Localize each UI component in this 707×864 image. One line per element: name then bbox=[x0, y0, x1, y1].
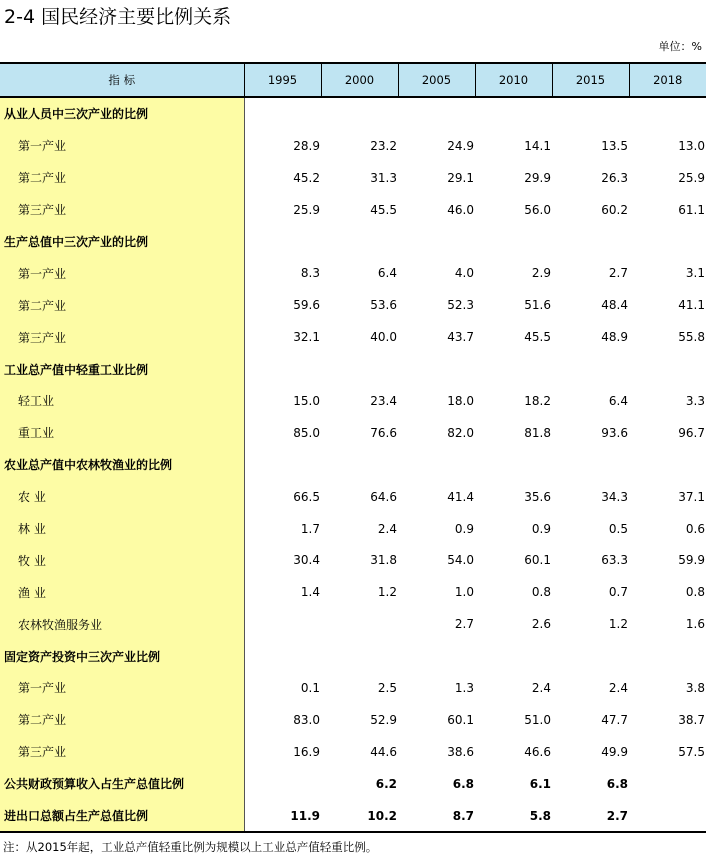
table-row bbox=[0, 768, 706, 800]
value-cell bbox=[629, 640, 706, 672]
value-cell: 41.4 bbox=[447, 489, 474, 504]
table-row bbox=[0, 672, 706, 704]
value-cell: 38.6 bbox=[447, 744, 474, 759]
row-label: 第三产业 bbox=[0, 736, 244, 768]
table-row bbox=[0, 289, 706, 321]
row-label: 轻工业 bbox=[0, 385, 244, 417]
value-cell: 57.5 bbox=[678, 744, 705, 759]
value-cell: 6.4 bbox=[608, 393, 628, 408]
table-row bbox=[0, 130, 706, 162]
table-row bbox=[0, 481, 706, 513]
header-year: 2005 bbox=[398, 63, 475, 97]
value-cell: 0.6 bbox=[685, 521, 705, 536]
value-cell bbox=[398, 449, 475, 481]
table-row bbox=[0, 194, 706, 226]
value-cell: 1.0 bbox=[454, 585, 474, 600]
row-label: 第二产业 bbox=[0, 704, 244, 736]
header-year: 2015 bbox=[552, 63, 629, 97]
header-year: 1995 bbox=[244, 63, 321, 97]
value-cell: 1.6 bbox=[685, 617, 705, 632]
value-cell: 2.4 bbox=[531, 680, 551, 695]
value-cell bbox=[321, 640, 398, 672]
value-cell: 30.4 bbox=[293, 553, 320, 568]
value-cell bbox=[629, 353, 706, 385]
table-header-row bbox=[0, 63, 706, 97]
value-cell: 6.8 bbox=[606, 776, 628, 791]
table-row bbox=[0, 544, 706, 576]
value-cell: 0.1 bbox=[300, 680, 320, 695]
value-cell: 0.5 bbox=[608, 521, 628, 536]
value-cell: 38.7 bbox=[678, 712, 705, 727]
row-label: 牧 业 bbox=[0, 544, 244, 576]
value-cell bbox=[552, 353, 629, 385]
value-cell: 76.6 bbox=[370, 425, 397, 440]
page-title: 2-4 国民经济主要比例关系 bbox=[4, 6, 232, 28]
value-cell: 44.6 bbox=[370, 744, 397, 759]
value-cell: 45.5 bbox=[524, 330, 551, 345]
value-cell: 54.0 bbox=[447, 553, 474, 568]
value-cell: 64.6 bbox=[370, 489, 397, 504]
value-cell bbox=[629, 449, 706, 481]
value-cell: 49.9 bbox=[601, 744, 628, 759]
value-cell: 60.2 bbox=[601, 202, 628, 217]
table-row bbox=[0, 800, 706, 833]
value-cell: 1.2 bbox=[608, 617, 628, 632]
section-label: 农业总产值中农林牧渔业的比例 bbox=[0, 449, 244, 481]
section-label: 从业人员中三次产业的比例 bbox=[0, 97, 244, 130]
value-cell bbox=[475, 97, 552, 130]
value-cell: 59.9 bbox=[678, 553, 705, 568]
section-row bbox=[0, 449, 706, 481]
value-cell: 26.3 bbox=[601, 170, 628, 185]
value-cell: 56.0 bbox=[524, 202, 551, 217]
value-cell bbox=[475, 353, 552, 385]
value-cell: 2.7 bbox=[608, 266, 628, 281]
value-cell bbox=[475, 226, 552, 258]
value-cell: 45.2 bbox=[293, 170, 320, 185]
value-cell bbox=[244, 640, 321, 672]
value-cell: 60.1 bbox=[524, 553, 551, 568]
value-cell bbox=[629, 800, 706, 833]
value-cell bbox=[244, 608, 321, 640]
value-cell: 23.2 bbox=[370, 138, 397, 153]
value-cell: 2.4 bbox=[377, 521, 397, 536]
value-cell: 3.3 bbox=[685, 393, 705, 408]
value-cell: 41.1 bbox=[678, 298, 705, 313]
value-cell: 66.5 bbox=[293, 489, 320, 504]
value-cell: 81.8 bbox=[524, 425, 551, 440]
value-cell: 2.7 bbox=[552, 800, 629, 833]
value-cell bbox=[398, 640, 475, 672]
value-cell bbox=[321, 353, 398, 385]
header-indicator: 指 标 bbox=[0, 63, 244, 97]
value-cell: 0.9 bbox=[531, 521, 551, 536]
value-cell: 2.7 bbox=[454, 617, 474, 632]
row-label: 进出口总额占生产总值比例 bbox=[0, 800, 244, 833]
value-cell: 48.9 bbox=[601, 330, 628, 345]
value-cell: 25.9 bbox=[678, 170, 705, 185]
value-cell: 2.5 bbox=[377, 680, 397, 695]
value-cell: 6.1 bbox=[529, 776, 551, 791]
value-cell: 23.4 bbox=[370, 393, 397, 408]
value-cell bbox=[398, 353, 475, 385]
row-label: 第三产业 bbox=[0, 321, 244, 353]
footnote: 注：从2015年起，工业总产值轻重比例为规模以上工业总产值轻重比例。 bbox=[3, 840, 378, 854]
value-cell: 85.0 bbox=[293, 425, 320, 440]
section-label: 生产总值中三次产业的比例 bbox=[0, 226, 244, 258]
value-cell: 3.8 bbox=[685, 680, 705, 695]
table-row bbox=[0, 257, 706, 289]
value-cell: 35.6 bbox=[524, 489, 551, 504]
value-cell: 60.1 bbox=[447, 712, 474, 727]
row-label: 第二产业 bbox=[0, 289, 244, 321]
value-cell: 31.8 bbox=[370, 553, 397, 568]
row-label: 第二产业 bbox=[0, 162, 244, 194]
header-year: 2010 bbox=[475, 63, 552, 97]
value-cell: 40.0 bbox=[370, 330, 397, 345]
value-cell: 46.6 bbox=[524, 744, 551, 759]
value-cell: 32.1 bbox=[293, 330, 320, 345]
value-cell: 15.0 bbox=[293, 393, 320, 408]
value-cell bbox=[244, 768, 321, 800]
value-cell: 59.6 bbox=[293, 298, 320, 313]
value-cell: 25.9 bbox=[293, 202, 320, 217]
section-label: 固定资产投资中三次产业比例 bbox=[0, 640, 244, 672]
value-cell: 43.7 bbox=[447, 330, 474, 345]
value-cell bbox=[321, 226, 398, 258]
value-cell: 48.4 bbox=[601, 298, 628, 313]
row-label: 公共财政预算收入占生产总值比例 bbox=[0, 768, 244, 800]
value-cell: 4.0 bbox=[454, 266, 474, 281]
value-cell: 13.0 bbox=[678, 138, 705, 153]
header-year: 2018 bbox=[629, 63, 706, 97]
value-cell bbox=[244, 97, 321, 130]
value-cell bbox=[244, 449, 321, 481]
value-cell: 82.0 bbox=[447, 425, 474, 440]
value-cell: 51.0 bbox=[524, 712, 551, 727]
value-cell: 93.6 bbox=[601, 425, 628, 440]
section-row bbox=[0, 640, 706, 672]
value-cell bbox=[244, 353, 321, 385]
value-cell bbox=[552, 97, 629, 130]
value-cell: 10.2 bbox=[321, 800, 398, 833]
table-row bbox=[0, 162, 706, 194]
value-cell: 37.1 bbox=[678, 489, 705, 504]
value-cell bbox=[629, 97, 706, 130]
value-cell: 0.8 bbox=[531, 585, 551, 600]
value-cell: 53.6 bbox=[370, 298, 397, 313]
value-cell: 34.3 bbox=[601, 489, 628, 504]
table-row bbox=[0, 736, 706, 768]
value-cell bbox=[475, 449, 552, 481]
value-cell bbox=[244, 226, 321, 258]
table-row bbox=[0, 321, 706, 353]
value-cell: 0.8 bbox=[685, 585, 705, 600]
value-cell bbox=[321, 449, 398, 481]
value-cell: 61.1 bbox=[678, 202, 705, 217]
table-body bbox=[0, 97, 706, 832]
row-label: 农 业 bbox=[0, 481, 244, 513]
value-cell bbox=[629, 226, 706, 258]
table-row bbox=[0, 576, 706, 608]
row-label: 第一产业 bbox=[0, 672, 244, 704]
row-label: 农林牧渔服务业 bbox=[0, 608, 244, 640]
value-cell: 52.3 bbox=[447, 298, 474, 313]
section-row bbox=[0, 97, 706, 130]
table-row bbox=[0, 417, 706, 449]
value-cell: 31.3 bbox=[370, 170, 397, 185]
value-cell bbox=[552, 449, 629, 481]
value-cell: 51.6 bbox=[524, 298, 551, 313]
value-cell: 5.8 bbox=[475, 800, 552, 833]
value-cell: 2.6 bbox=[531, 617, 551, 632]
value-cell: 2.4 bbox=[608, 680, 628, 695]
value-cell bbox=[398, 97, 475, 130]
value-cell: 11.9 bbox=[244, 800, 321, 833]
value-cell: 13.5 bbox=[601, 138, 628, 153]
value-cell: 3.1 bbox=[685, 266, 705, 281]
value-cell: 14.1 bbox=[524, 138, 551, 153]
value-cell bbox=[321, 97, 398, 130]
value-cell: 8.7 bbox=[398, 800, 475, 833]
unit-label: 单位：% bbox=[658, 40, 702, 53]
value-cell bbox=[629, 768, 706, 800]
value-cell: 8.3 bbox=[300, 266, 320, 281]
value-cell: 28.9 bbox=[293, 138, 320, 153]
value-cell: 46.0 bbox=[447, 202, 474, 217]
row-label: 第一产业 bbox=[0, 130, 244, 162]
table-row bbox=[0, 385, 706, 417]
section-row bbox=[0, 226, 706, 258]
value-cell: 45.5 bbox=[370, 202, 397, 217]
value-cell bbox=[552, 640, 629, 672]
value-cell: 47.7 bbox=[601, 712, 628, 727]
row-label: 重工业 bbox=[0, 417, 244, 449]
value-cell: 0.7 bbox=[608, 585, 628, 600]
value-cell: 18.2 bbox=[524, 393, 551, 408]
value-cell: 1.2 bbox=[377, 585, 397, 600]
value-cell: 52.9 bbox=[370, 712, 397, 727]
value-cell: 83.0 bbox=[293, 712, 320, 727]
value-cell: 1.3 bbox=[454, 680, 474, 695]
row-label: 第一产业 bbox=[0, 257, 244, 289]
value-cell: 2.9 bbox=[531, 266, 551, 281]
section-row bbox=[0, 353, 706, 385]
section-label: 工业总产值中轻重工业比例 bbox=[0, 353, 244, 385]
value-cell: 55.8 bbox=[678, 330, 705, 345]
value-cell: 1.4 bbox=[300, 585, 320, 600]
value-cell: 16.9 bbox=[293, 744, 320, 759]
value-cell: 18.0 bbox=[447, 393, 474, 408]
value-cell: 6.4 bbox=[377, 266, 397, 281]
value-cell: 6.8 bbox=[452, 776, 474, 791]
header-year: 2000 bbox=[321, 63, 398, 97]
value-cell: 29.9 bbox=[524, 170, 551, 185]
row-label: 渔 业 bbox=[0, 576, 244, 608]
value-cell: 0.9 bbox=[454, 521, 474, 536]
value-cell bbox=[552, 226, 629, 258]
row-label: 第三产业 bbox=[0, 194, 244, 226]
ratio-table bbox=[0, 62, 706, 833]
value-cell: 1.7 bbox=[300, 521, 320, 536]
row-label: 林 业 bbox=[0, 513, 244, 545]
value-cell bbox=[398, 226, 475, 258]
value-cell: 6.2 bbox=[375, 776, 397, 791]
value-cell: 96.7 bbox=[678, 425, 705, 440]
value-cell: 24.9 bbox=[447, 138, 474, 153]
value-cell: 63.3 bbox=[601, 553, 628, 568]
value-cell bbox=[475, 640, 552, 672]
value-cell bbox=[321, 608, 398, 640]
value-cell: 29.1 bbox=[447, 170, 474, 185]
table-row bbox=[0, 513, 706, 545]
table-row bbox=[0, 704, 706, 736]
table-row bbox=[0, 608, 706, 640]
